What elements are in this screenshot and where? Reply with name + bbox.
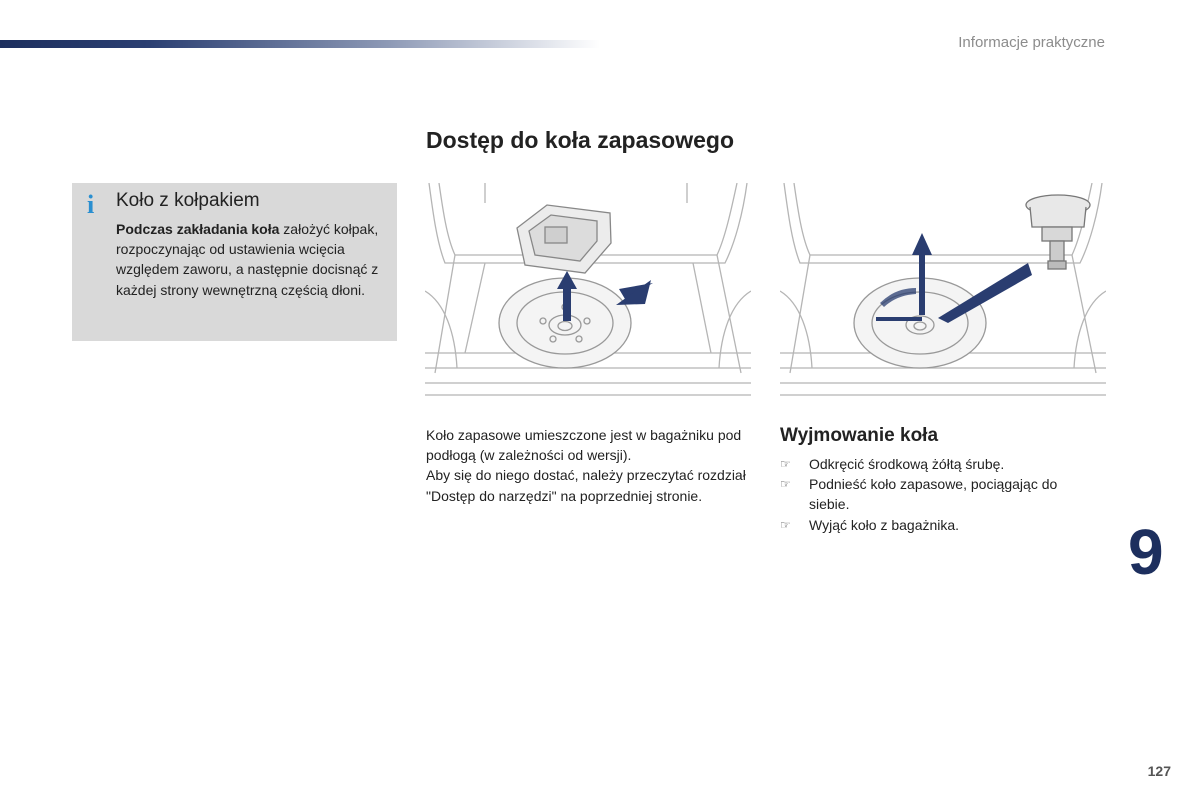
info-box-text-bold: Podczas zakładania koła (116, 221, 280, 237)
spare-wheel-removal-illustration (780, 183, 1106, 400)
step-text: Wyjąć koło z bagażnika. (809, 516, 960, 533)
info-box-text (116, 219, 388, 300)
pointing-hand-icon: ☞ (780, 517, 791, 532)
info-box (72, 183, 397, 341)
page-number: 127 (1147, 763, 1171, 779)
step-text: Odkręcić środkową żółtą śrubę. (809, 456, 1005, 472)
removal-title: Wyjmowanie koła (780, 425, 939, 446)
trunk-tool-tray-illustration (425, 183, 751, 400)
header-gradient-bar (0, 40, 600, 48)
info-box-title: Koło z kołpakiem (116, 190, 260, 211)
page-title: Dostęp do koła zapasowego (426, 127, 734, 153)
info-icon: i (87, 190, 95, 219)
spare-wheel-location-text (426, 425, 748, 506)
info-box-text-rest: założyć kołpak, rozpoczynając od ustawienia wcięcia względem zaworu, a następnie docisnąć z każdej strony wewnętrzną częścią dłoni. (116, 221, 379, 298)
list-item (780, 454, 1100, 474)
chapter-number: 9 (1128, 516, 1164, 588)
body-paragraph-1: Koło zapasowe umieszczone jest w bagażniku pod podłogą (w zależności od wersji). (426, 427, 742, 464)
pointing-hand-icon: ☞ (780, 477, 791, 492)
list-item (780, 515, 1100, 535)
section-title: Informacje praktyczne (958, 34, 1105, 51)
body-paragraph-2: Aby się do niego dostać, należy przeczytać rozdział "Dostęp do narzędzi" na poprzedniej stronie. (426, 467, 746, 504)
list-item (780, 474, 1100, 514)
step-text: Podnieść koło zapasowe, pociągając do siebie. (809, 476, 1058, 513)
removal-steps-list (780, 454, 1100, 535)
pointing-hand-icon: ☞ (780, 457, 791, 471)
